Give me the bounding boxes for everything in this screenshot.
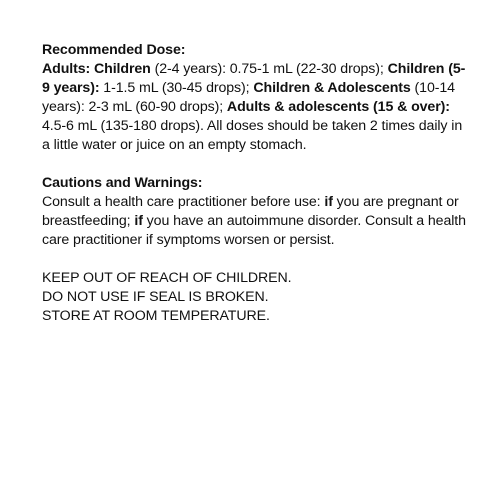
cautions-section bbox=[42, 174, 472, 250]
dose-segment: Children & Adolescents bbox=[253, 80, 411, 96]
dose-segment: 1-1.5 mL (30-45 drops); bbox=[99, 80, 254, 96]
caution-segment: you have an autoimmune disorder. Consult a health care practitioner if symptoms worsen or persist. bbox=[42, 213, 466, 248]
storage-warnings-section bbox=[42, 269, 472, 326]
warning-seal-broken: DO NOT USE IF SEAL IS BROKEN. bbox=[42, 289, 269, 305]
warning-storage: STORE AT ROOM TEMPERATURE. bbox=[42, 308, 270, 324]
recommended-dose-section bbox=[42, 41, 472, 155]
cautions-text bbox=[42, 193, 472, 250]
dose-segment: (2-4 years): 0.75-1 mL (22-30 drops); bbox=[150, 61, 388, 77]
dose-segment: (10-14 years): 2-3 mL (60-90 drops); bbox=[42, 80, 455, 115]
dose-segment: 4.5-6 mL (135-180 drops). All doses should be taken 2 times daily in a little water or juice on an empty stomach. bbox=[42, 118, 463, 153]
caution-segment: Consult a health care practitioner before use: bbox=[42, 194, 325, 210]
cautions-heading: Cautions and Warnings: bbox=[42, 175, 203, 191]
recommended-dose-heading: Recommended Dose: bbox=[42, 42, 186, 58]
dose-segment: Children (5-9 years): bbox=[42, 61, 466, 96]
caution-segment: if bbox=[134, 213, 143, 229]
dose-segment: Adults & adolescents (15 & over): bbox=[226, 99, 450, 115]
caution-segment: if bbox=[324, 194, 333, 210]
recommended-dose-text bbox=[42, 60, 472, 155]
dose-segment: Adults: Children bbox=[42, 61, 151, 77]
warning-keep-out-of-reach: KEEP OUT OF REACH OF CHILDREN. bbox=[42, 270, 292, 286]
caution-segment: you are pregnant or breastfeeding; bbox=[42, 194, 459, 229]
product-label-text bbox=[42, 41, 472, 345]
